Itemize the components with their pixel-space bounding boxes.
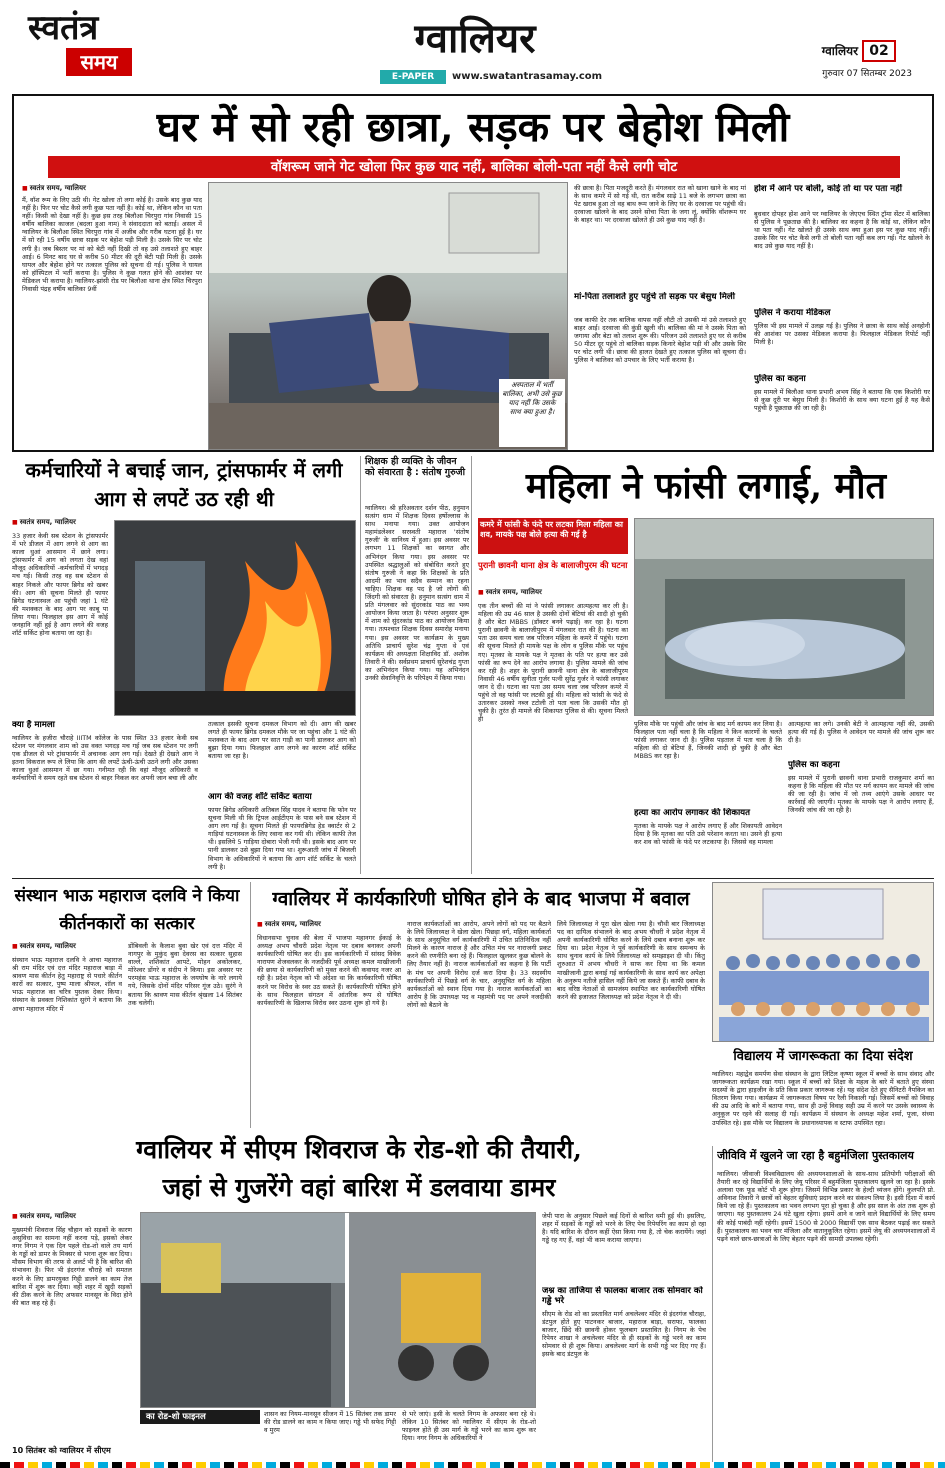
page-number: 02 (862, 40, 896, 62)
story1-col3b: जब काफी देर तक बालिक वापस नहीं लौटी तो उसकी मां उसे तलाशते हुए बाहर आई। दरवाजा की कुंडी खुली थी। बालिका की मां ने उसके पिता को जगाया और बेटा को तलाश शुरू की। परिजन उसे तलाशते हुए घर से करीब 50 मीटर दूर पहुंचे तो बालिका सड़क किनारे बेहोश पड़ी थी और उसके सिर पर चोट लगी थी। छात्रा की हालत देखते हुए तत्काल पुलिस को सूचना दी। पुलिस ने बालिका को उपचार के लिए भर्ती कराया है। (574, 316, 746, 365)
story9-col3b: सीएम के रोड शो का प्रस्तावित मार्ग अचलेश्वर मंदिर से इंदरगंज चौराहा, डंटपुल होते हुए पाटनकर बाजार, महाराज बाड़ा, सराफा, फालका बाजार, छिंदे की छावनी होकर फूलबाग प्रस्तावित है। निगम के पेच रिपेयर शाखा ने अचलेश्वर मंदिर से ही सड़कों के गड्ढे भरने का काम सोमवार से ही शुरू किया। अचलेश्वर मार्ग के सभी गड्ढे भर दिए गए हैं। इसके बाद डंटपुल के (542, 1310, 706, 1359)
story9-headline-line1: ग्वालियर में सीएम शिवराज के रोड-शो की तैयारी, (136, 1135, 582, 1164)
school-group-image (713, 883, 934, 1042)
story5-col2: डोंबिवली के कैलाश बुवा खेर एवं दत्त मंदिर में नागपुर के मुकुंद बुवा देवरस का सत्कार सुहास वाल्ले, शशिकांत आपटे, मोहन अकोलकर, मोरेश्वर डोंगरे व संदीप ने किया। इस अवसर पर परमहंस भाऊ महाराज के जयघोष के नारे लगाये गये, जिसके दोनों मंदिर परिसर गूंज उठे। सुरंगे ने बताया कि श्रावण मास कीर्तन श्रृंखला 14 सितंबर तक चलेगी। (128, 942, 242, 1007)
story2-sub2: आग की वजह शॉर्ट सर्किट बताया (208, 792, 312, 802)
story7-headline: विद्यालय में जागरूकता का दिया संदेश (733, 1049, 913, 1064)
story9-footer-line: 10 सितंबर को ग्वालियर में सीएम (12, 1446, 111, 1455)
story8-headline: जीविवि में खुलने जा रहा है बहुमंजिला पुस्तकालय (717, 1149, 914, 1162)
page-tag (790, 40, 900, 62)
story2-col1b: ग्वालियर के हजीरा चौराहे IIITM कॉलेज के पास स्थित 33 हजार केवी सब स्टेशन पर मंगलवार शाम को उस वक्त भगदड़ मच गई जब सब स्टेशन पर लगी एक डीजल से भरे ट्रांसफार्मर में अचानक आग लग गई। देखते ही देखते आग ने इतना विकराल रूप ले लिया कि आग की लपटें ऊंची-ऊंची उठने लगी और उसका काला धुआं आसमान में छा गया। गनीमत रही कि वहां मौजूद अधिकारी व कर्मचारियों ने समय रहते सब स्टेशन से बाहर निकल कर अपनी जान बचा ली और (12, 734, 198, 783)
story4-sub2: पुरानी छावनी थाना क्षेत्र के बालाजीपुरम की घटना (478, 560, 628, 570)
story1-col4b: पुलिस भी इस मामले में उलझ गई है। पुलिस ने छात्रा के साथ कोई अनहोनी की आशंका पर उसका मेडिकल कराया है। फिलहाल मेडिकल रिपोर्ट नहीं मिली है। (754, 322, 930, 347)
story6-headline: ग्वालियर में कार्यकारिणी घोषित होने के बाद भाजपा में बवाल (272, 888, 690, 910)
story3-col: ग्वालियर। श्री हरिअवतार दर्शन पीठ, हनुमान सत्संग धाम में शिक्षक दिवस हर्षोल्लास के साथ मनाया गया। उक्त आयोजन महामंडलेश्वर सरस्वती महाराज 'संतोष गुरुजी' के सानिध्य में हुआ। इस अवसर पर लगभग 11 शिक्षकों का स्वागत और अभिनंदन किया गया। इस अवसर पर उपस्थित श्रद्धालुओं को संबोधित करते हुए संतोष गुरुजी ने कहा कि शिक्षकों के प्रति आदमी का भाव सदैव सम्मान का रहना चाहिए। शिक्षक वह पद है जो लोगों की जिंदगी को संवारता है। हनुमान सत्संग धाम में प्रति मंगलवार को सुंदरकांड पाठ का भव्य आयोजन किया जाता है। परंपरा अनुसार शुरू में शाम को सुंदरकांड पाठ का आयोजन किया गया। तत्पश्चात शिक्षक दिवस समारोह मनाया गया। इस अवसर पर कार्यक्रम के मुख्य अतिथि प्राचार्य सुरेश चंद्र गुप्ता थे एवं कार्यक्रम की अध्यक्षता शिक्षाविद डॉ. अशोक तिवारी ने की। सर्वप्रथम प्राचार्य सुरेशचंद्र गुप्ता का अभिनंदन किया गया। यह अभिनंदन उनकी सेवानिवृत्ति के परिपेक्ष्य में किया गया। (365, 504, 469, 682)
issue-date: गुरुवार 07 सितम्बर 2023 (822, 69, 912, 79)
story5-headline: संस्थान भाऊ महाराज दलवि ने किया कीर्तनकारों का सत्कार (14, 886, 240, 934)
story9-col3: जेपी पारा के अनुसार पिछले कई दिनों से बारिश थमी हुई थी। इसलिए, शहर में सड़कों के गड्ढों को भरने के लिए पेच रिपेयरिंग का काम हो रहा है। यदि बारिश के दौरान कहीं ऐसा किया गया है, तो चेक करायेंगे। जहां गड्ढे रह गए हैं, वहां भी काम कराया जाएगा। (542, 1212, 706, 1245)
story9-headline-line2: जहां से गुजरेंगे वहां बारिश में डलवाया डामर (162, 1173, 556, 1202)
story1-photo-caption: अस्पताल में भर्ती बालिका, अभी उसे कुछ याद नहीं कि उसके साथ क्या हुआ है। (499, 379, 565, 447)
story-bjp-executive (250, 882, 706, 1128)
story1-byline: ■ स्वतंत्र समय, ग्वालियर (22, 184, 202, 193)
story9-byline: ■ स्वतंत्र समय, ग्वालियर (12, 1212, 132, 1221)
story9-sub3: जश्न का ताजिया से फालका बाजार तक सोमवार को गड्ढे भरे (542, 1286, 703, 1306)
story4-sub3: हत्या का आरोप लगाकर की शिकायत (634, 808, 751, 818)
story4-sub4: पुलिस का कहना (788, 760, 840, 770)
story2-headline: कर्मचारियों ने बचाई जान, ट्रांसफार्मर में लगी आग से लपटें उठ रही थी (25, 458, 343, 511)
story1-col4c: इस मामले में बिलौआ थाना प्रभारी अभय सिंह ने बताया कि एक किशोरी घर से कुछ दूरी पर बेसुध मिली है। किशोरी के साथ क्या घटना हुई है यह कैसे पहुंची है पूछताछ की जा रही है। (754, 388, 930, 413)
story4-col2b: मृतका के मायके पक्ष ने आरोप लगाए हैं और शिकायती आवेदन दिया है कि मृतका का पति उसे परेशान करता था। उसने ही हत्या कर शव को फांसी के फंदे पर लटकाया है। जिससे वह मामला (634, 822, 782, 847)
story4-col3a: आत्महत्या का लगे। उनकी बेटी ने आत्महत्या नहीं की, उसकी हत्या की गई है। पुलिस ने आवेदन पर मामले की जांच शुरू कर दी है। (788, 720, 934, 745)
masthead (0, 0, 945, 92)
story1-col4a: बुधवार दोपहर होश आने पर ग्वालियर के जेएएच स्थित ट्रॉमा सेंटर में बालिका से पुलिस ने पूछताछ की है। बालिका का कहना है कि कोई था, लेकिन कौन था पता नहीं। गेट खोलते ही उसके साथ क्या हुआ इस पर कुछ याद नहीं। उसके सिर पर चोट कैसे लगी तो बोली पता नहीं कब लग गई। गेट खोलने के बाद उसे कुछ याद नहीं है। (754, 210, 930, 251)
story6-col2: नाराज कार्यकर्ताओं का आरोप, अपने लोगों को पद पर बैठाने के लिये जिलाध्यक्ष ने खेला खेल। पिछड़ा वर्ग, महिला कार्यकर्ता के साथ अनुसूचित वर्ग कार्यकारिणी में उचित प्रतिनिधित्व नहीं मिलने के कारण नाराज है और उचित मंच पर नाराजगी प्रकट करने की रणनीति बना रहे हैं। फिलहाल खुलकर कुछ बोलने के लिए तैयार नहीं है। नाराज कार्यकर्ताओं का कहना है कि पार्टी के मंच पर अपनी विरोध दर्ज करा दिया है। 33 सदस्यीय कार्यकारिणी में पिछड़े वर्ग के चार, अनुसूचित वर्ग के महिला कार्यकर्ताओं को स्थान दिया गया है। नाराज कार्यकर्ताओं का आरोप है कि उपाध्यक्ष पद व महामंत्री पद पर अपने नजदीकी लोगों को बैठाने के (407, 920, 551, 1009)
brand-top: स्वतंत्र (28, 8, 99, 48)
story2-col2b: फायर ब्रिगेड अधिकारी अतिबल सिंह यादव ने बताया कि फोन पर सूचना मिली थी कि ट्रिपल आईटीएम के पास बने सब स्टेशन में आग लग गई है। सूचना मिलते ही फायरब्रिगेड हेड क्वार्टर से 2 गाड़ियां घटनास्थल के लिए रवाना कर गयी थी। लेकिन काफी तेज थी। इसलिये 5 गाड़िया दोबारा भेजी गयी थी। इसके बाद आग पर पानी डालकर उसे बुझा दिया गया था। शुरूआती जांच में बिजली विभाग के अधिकारियों ने बताया कि आग शॉर्ट सर्किट के चलते लगी है। (208, 806, 356, 871)
story9-photo (140, 1212, 536, 1408)
story5-byline: ■ स्वतंत्र समय, ग्वालियर (12, 942, 122, 951)
brand-logo (28, 8, 138, 84)
story1-col1: मैं, वॉश रूम के लिए उठी थी। गेट खोला तो लगा कोई है। उसके बाद कुछ याद नहीं है। फिर पर चोट कैसे लगी कुछ पता नहीं है। कोई था, लेकिन कौन था पता नहीं। किसी को देखा नहीं है। कुछ इस तरह बिलौआ चिरपुरा गांव निवासी 15 वर्षीय बालिका काजल (बदला हुआ नाम) ने संवाददाता को बताई। असल में ग्वालियर के बिलौआ स्थित चिरपुरा गांव में अजीब और गरीब घटना हुई है। घर में सो रही 15 वर्षीय छात्रा सड़क पर बेहोश पड़ी मिली है। उसके सिर पर चोट लगी है। जब बिस्तर पर मां को बेटी नहीं दिखी तो वह उसे तलाशते हुए बाहर आई। 6 मिनट बाद घर से करीब 50 मीटर की दूरी बेटी पड़ी मिली है। उसके घायल और बेहोश होने पर तत्काल पुलिस को सूचना दी गई। पुलिस ने घायल को हॉस्पिटल में भर्ती कराया है। पुलिस ने कुछ गलत होने की आशंका पर मेडिकल भी कराया है। ग्वालियर-झांसी रोड पर बिलौआ थाना क्षेत्र स्थित चिरपुरा निवासी पंद्रह वर्षीय बालिका 9वीं (22, 196, 202, 294)
story1-sub3: मां-पिता तलाशते हुए पहुंचे तो सड़क पर बेसुध मिली (574, 292, 735, 302)
story6-col1: विधानसभा चुनाव की बेला में भाजपा महानगर ईकाई के अध्यक्ष अभय चौधरी प्रदेश नेतृत्व पर दबाव बनाकर अपनी कार्यकारिणी घोषित कर दी। इस कार्यकारिणी में सांसद विवेक नारायण शेजवलकर के नजदीकी पूर्व अध्यक्ष कमल माखीजानी की छाया से कार्यकारिणी को मुक्त करने की कवायद नजर आ रही है। प्रदेश नेतृत्व को भी अंदेशा था कि कार्यकारिणी घोषित करने पर विरोध के स्वर उठ सकते हैं। कार्यकारिणी घोषित होने के साथ फिलहाल संगठन में आंतरिक रूप से घोषित कार्यकारिणी के खिलाफ विरोध स्वर उठना शुरू हो गये है। (257, 934, 401, 1007)
story2-sub1: क्या है मामला (12, 720, 55, 730)
story9-col1: मुख्यमंत्री शिवराज सिंह चौहान को सड़कों के कारण असुविधा का सामना नहीं करना पड़े, इसको लेकर नगर निगम ने एक दिन पहले रोड-शो वाले तय मार्ग के गड्ढों को डामर के मिक्सर से भरना शुरू कर दिया। मौसम विभाग की तरफ से अलर्ट भी है कि बारिश की संभावना है। फिर भी इंदरगंज चौराहे को समतल करने के लिए डामरयुक्त गिट्टी डालने का काम तेज बारिश में शुरू कर दिया। वहीं शहर में खुदी सड़कों की ठीक करने के लिए अफसर मानसून के विदा होने की बात कह रहे हैं। (12, 1226, 132, 1307)
story3-headline: शिक्षक ही व्यक्ति के जीवन को संवारता है : संतोष गुरुजी (365, 456, 466, 478)
site-url[interactable]: www.swatantrasamay.com (452, 71, 603, 82)
story9-photo-caption: का रोड-शो फाइनल (140, 1410, 260, 1424)
story4-sub1: कमरे में फांसी के फंदे पर लटका मिला महिला का शव, मायके पक्ष बोले हत्या की गई है (478, 518, 628, 554)
story9-col2-caption: शासन का नियम-मानसून सीजन में 15 सितंबर तक डामर की रोड डालने का काम न किया जाए। गड्ढे भी सफेद गिट्टी व मुरम (264, 1410, 396, 1435)
story7-col: ग्वालियर। महाद्वेव समर्पण सेवा संस्थान के द्वारा लिटिल कृष्णा स्कूल में बच्चों के साथ संवाद और जागरूकता कार्यक्रम रखा गया। स्कूल में बच्चों को शिक्षा के महत्व के बारे में बताते हुए संस्था सदस्यों के द्वारा हाइजीन के प्रति किस प्रकार जागरूक रहें। यह संदेश देते हुए सैनिटरी नैपकिन का वितरण किया गया। कार्यक्रम में जागरूकता विषय पर रैली निकाली गई। जिसमें बच्चों को विवाह की उम्र आदि के बारे में बताया गया, साथ ही उन्हें विवाह सही उम्र में करने पर उसके स्वास्थ्य के अनुकूल पर रहने की सलाह दी गई। कार्यक्रम में संस्थान के अध्यक्ष महेश शर्मा, पूजा, संध्या उपस्थित रहे। इस मौके पर विद्यालय के प्रधानाध्यापक व स्टाफ उपस्थित रहा। (712, 1070, 934, 1127)
story6-byline: ■ स्वतंत्र समय, ग्वालियर (257, 920, 397, 929)
story1-subhead: वॉशरूम जाने गेट खोला फिर कुछ याद नहीं, बालिका बोली-पता नहीं कैसे लगी चोट (48, 156, 900, 178)
story-kirtan (12, 882, 242, 1128)
road-work-image (141, 1213, 536, 1408)
story-woman-death (478, 456, 934, 874)
story4-byline: ■ स्वतंत्र समय, ग्वालियर (478, 588, 628, 597)
story2-byline: ■ स्वतंत्र समय, ग्वालियर (12, 518, 162, 527)
story2-col2a: तत्काल इसकी सूचना दमकल विभाग को दी। आग की खबर लगते ही फायर ब्रिगेड दमकल मौके पर जा पहुंचा और 1 घंटे की मशक्कत के बाद आग पर सात गाड़ी का पानी डालकर आग को बुझा दिया गया। फिलहाल आग लगने का कारण शॉर्ट सर्किट बताया जा रहा है। (208, 720, 356, 761)
story-ju-library (712, 1146, 934, 1462)
story7-photo (712, 882, 934, 1042)
story4-col3b: इस मामले में पुरानी छावनी थाना प्रभारी राजकुमार शर्मा का कहना है कि महिला की मौत पर मर्ग कायम कर मामले की जांच की जा रही है। जांच में जो तथ्य आएंगे उसके आधार पर कार्रवाई की जाएगी। मृतका के मायके पक्ष ने आरोप लगाए हैं, जिनकी जांच की जा रही है। (788, 774, 934, 815)
divider-1 (12, 878, 934, 879)
story1-sub5: पुलिस ने कराया मेडिकल (754, 308, 831, 318)
story-school-awareness (712, 882, 934, 1144)
story9-col2: से भरे जाएं। इसी के चलते निगम के अफसर बना रहे थे। लेकिन 10 सितंबर को ग्वालियर में सीएम के रोड-शो फाइनल होते ही उस मार्ग के गड्ढे भरने का काम शुरू कर दिया। नगर निगम के अधिकारियों ने (402, 1410, 536, 1443)
story2-col1: 33 हजार केवी सब स्टेशन के ट्रांसफार्मर में भरे डीजल में आग लगने से आग का काला धुआं आसमान में छाने लगा। ट्रांसफार्मर में आग को लगता देख वहां मौजूद अधिकारियों -कर्मचारियों में भगदड़ मच गई। किसी तरह वह सब स्टेशन से बाहर निकले और फायर ब्रिगेड को खबर की। आग की सूचना मिलते ही फायर ब्रिगेड घटनास्थल आ पहुंची जहां 1 घंटे की मशक्कत के बाद आग पर काबू पा लिया गया। फिलहाल इस आग में कोई जनहानि नहीं हुई है आग लगने की वजह शॉर्ट सर्किट होना बताया जा रहा है। (12, 532, 108, 638)
story1-photo (208, 182, 568, 450)
story4-headline: महिला ने फांसी लगाई, मौत (525, 465, 887, 507)
story1-sub6: पुलिस का कहना (754, 374, 806, 384)
story2-photo (114, 520, 356, 716)
brand-bottom: समय (66, 48, 132, 76)
story-cm-roadshow (12, 1132, 706, 1462)
tag-city: ग्वालियर (821, 44, 858, 58)
city-title: ग्वालियर (414, 15, 536, 62)
story-student-found (12, 94, 934, 452)
story4-col2a: पुलिस मौके पर पहुंची और जांच के बाद मर्ग कायम कर लिया है। फिलहाल पता नहीं चला है कि महिला ने किन कारणों के चलते फांसी लगाकर जान दी है। पुलिस पड़ताल में पता चला है कि महिला की दो बेटियां हैं, जिनकी शादी हो चुकी है और बेटा MBBS कर रहा है। (634, 720, 782, 761)
story4-col1: एक तीन बच्चों की मां ने फांसी लगाकर आत्महत्या कर ली है। महिला की उम्र 46 साल है उसकी दोनों बेटियां की शादी हो चुकी है और बेटा MBBS (डॉक्टर बनने पढ़ाई) कर रहा है। घटना पुरानी छावनी के बालाजीपुरम में मंगलवार रात की है। घटना का पता उस समय चला जब परिजन महिला के कमरे में पहुंचे। घटना की सूचना मिलते ही मायके पक्ष के लोग व पुलिस मौके पर पहुंच गए। मृतका के मायके पक्ष ने मृतका के पति पर हत्या कर उसे फांसी का रूप देने का आरोप लगाया है। पुलिस मामले की जांच कर रही है। शहर के पुरानी छावनी थाना क्षेत्र के बालाजीपुरम निवासी 46 वर्षीय सुनीता गुर्जर पत्नी सुरेंद्र गुर्जर ने फांसी लगाकर जान दे दी। घटना का पता उस समय चला जब परिजन कमरे में पहुंचे तो वह फांसी पर लटकी हुई थी। महिला को फांसी के फंदे से उतारकर उसको नब्ज टटोली तो पता चला कि उसकी मौत हो चुकी है। तुरंत ही मामले की शिकायत पुलिस से की। सूचना मिलते ही (478, 602, 628, 724)
story-transformer-fire (12, 456, 356, 874)
story-teacher-day (360, 456, 472, 874)
story8-col: ग्वालियर। जीवाजी विश्वविद्यालय की अध्ययनशालाओं के साथ-साथ प्रतियोगी परीक्षाओं की तैयारी कर रहे विद्यार्थियों के लिए जेयू परिसर में बहुमंजिला पुस्तकालय खुलने जा रहा है। इसके अलावा एक फूड कोर्ट भी शुरू होगा। जिसमें विभिन्न प्रकार के हेल्दी व्यंजन होंगे। कुलपति प्रो. अविनाश तिवारी ने छात्रों को बेहतर सुविधाएं प्रदान करने का संकल्प लिया है। इसी दिशा में कार्य किये जा रहे हैं। पुस्तकालय का भवन लगभग पूरा हो चुका है और इस साल के अंत तक शुरू हो जाएगा। यह पुस्तकालय 24 घंटे खुला रहेगा। इसमें आने व जाने वाले विद्यार्थियों के लिए समय की कोई पाबंदी नहीं रहेगी। इसमें 1500 से 2000 विद्यार्थी एक साथ बैठकर पढ़ाई कर सकते हैं। पुस्तकालय का भवन चार मंजिला और वातानुकूलित रहेगा। इसमें जेयू की अध्ययनशालाओं में पढ़ने वाले छात्र-छात्राओं के लिए बेहतर पढ़ने की सामग्री उपलब्ध रहेगी। (717, 1170, 935, 1243)
story1-sub4: होश में आने पर बोली, कोई तो था पर पता नहीं (754, 184, 902, 194)
registration-bar (0, 1462, 945, 1468)
story6-col3: लिये जिलाध्यक्ष ने पूरा खेल खेला गया है। चौथी बार जिलाध्यक्ष पद का दायित्व संभालने के बाद अभय चौधरी ने प्रदेश नेतृत्व में अपनी कार्यकारिणी घोषित करने के लिये दबाव बनाना शुरू कर दिया था। प्रदेश नेतृत्व ने पूर्व कार्यकारिणी के साथ समन्वय के साथ चुनाव कार्य के लिये जिलाध्यक्ष को समझाइश दी थी। किंतु शुरुआत में अभय चौधरी ने साफ कर दिया था कि कमल माखीजानी द्वारा बनाई गई कार्यकारिणी के साथ कार्य कर अपेक्षा के अनुरूप नतीजे हासिल नहीं किये जा सकते हैं। काफी दबाव के बाद वरिष्ठ नेताओं से सामजंस्य स्थापित कर कार्यकारिणी घोषित करने की इजाजत जिलाध्यक्ष को प्रदेश नेतृत्व ने दी थी। (557, 920, 705, 1001)
fire-image (115, 521, 356, 716)
ambulance-image (635, 519, 934, 716)
story5-col1: संस्थान भाऊ महाराज दलवि ने आचा महाराज श्री राम मंदिर एवं दत्त मंदिर महाराज बाड़ा में श्रावण मास कीर्तन हेतु महाराष्ट्र से पधारे कीर्तन कारों का सत्कार, पुष्प माला श्रीफल, शॉल व भाऊ महाराज का चरित्र पुस्तक देकर किया। संस्थान के प्रवक्ता निशिकांत सुरंगे ने बताया कि आचा महाराज मंदिर में (12, 956, 122, 1013)
story1-headline: घर में सो रही छात्रा, सड़क पर बेहोश मिली (156, 103, 790, 151)
epaper-badge: E-PAPER (380, 70, 446, 84)
story4-photo (634, 518, 934, 716)
story1-col3a: की छात्रा है। पिता मजदूरी करते हैं। मंगलवार रात को खाना खाने के बाद मां के साथ कमरे में सो गई थी, रात करीब साढ़े 11 बजे के लगभग छात्रा का पेट खराब हुआ तो वह बाथ रूम जाने के लिए घर के दरवाजा पर पहुंची थी। दरवाजा खोलने के बाद उसने सोचा पिता के जगा लूं, क्योंकि वॉशरूम घर के बाहर था। पर दरवाजा खोलते ही उसे कुछ याद नहीं है। (574, 184, 746, 225)
